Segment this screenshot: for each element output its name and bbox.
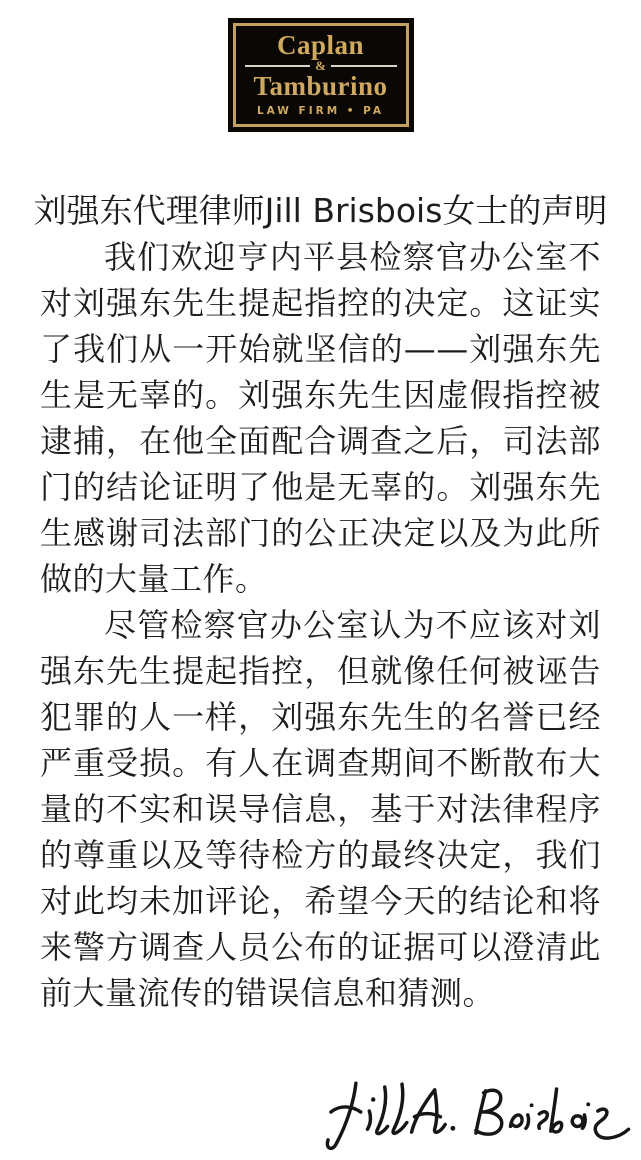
handwritten-signature — [313, 1064, 635, 1160]
logo-firm-name-line1: Caplan — [276, 30, 365, 60]
statement-body — [0, 234, 641, 1016]
logo-inner-frame — [233, 23, 409, 127]
statement-image — [0, 18, 641, 1106]
logo-ampersand: & — [315, 58, 326, 73]
logo-rule-right — [331, 65, 397, 67]
statement-paragraph-1: 我们欢迎亨内平县检察官办公室不对刘强东先生提起指控的决定。这证实了我们从一开始就坚信的——刘强东先生是无辜的。刘强东先生因虚假指控被逮捕，在他全面配合调查之后，司法部门的结论证明了他是无辜的。刘强东先生感谢司法部门的公正决定以及为此所做的大量工作。 — [40, 238, 601, 598]
logo-rule-left — [245, 65, 311, 67]
logo-tagline: LAW FIRM • PA — [256, 105, 385, 117]
signature-block — [0, 1064, 641, 1160]
logo-firm-name-line2: Tamburino — [253, 71, 388, 101]
statement-title: 刘强东代理律师Jill Brisbois女士的声明 — [33, 191, 608, 230]
law-firm-logo — [228, 18, 414, 132]
logo-frame — [228, 18, 414, 132]
statement-paragraph-2: 尽管检察官办公室认为不应该对刘强东先生提起指控，但就像任何被诬告犯罪的人一样，刘强东先生的名誉已经严重受损。有人在调查期间不断散布大量的不实和误导信息，基于对法律程序的尊重以及等待检方的最终决定，我们对此均未加评论，希望今天的结论和将来警方调查人员公布的证据可以澄清此前大量流传的错误信息和猜测。 — [40, 606, 601, 1012]
